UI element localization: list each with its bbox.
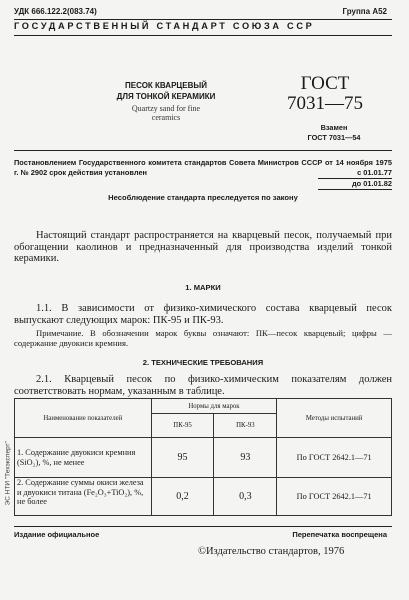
table-row xyxy=(15,478,392,516)
intro-paragraph: Настоящий стандарт распространяется на кварцевый песок, получаемый при обогащении каолинов и предназначенный для производства изделий тонкой керамики. xyxy=(14,230,392,264)
row1-name: 1. Содержание двуокиси кремния (SiO₂), %, не менее xyxy=(15,438,152,478)
validity-dates: с 01.01.77 до 01.01.82 xyxy=(318,168,392,190)
section2-heading: 2. ТЕХНИЧЕСКИЕ ТРЕБОВАНИЯ xyxy=(142,358,264,367)
group-code: Группа А52 xyxy=(342,7,387,16)
row1-pk95: 95 xyxy=(151,438,214,478)
banner-rule xyxy=(14,35,392,36)
col-name-header: Наименование показателей xyxy=(15,399,152,438)
row2-pk93: 0,3 xyxy=(214,478,277,516)
footer-rule xyxy=(14,526,392,527)
publisher: ©Издательство стандартов, 1976 xyxy=(198,546,345,557)
law-notice: Несоблюдение стандарта преследуется по закону xyxy=(108,193,298,202)
section1-paragraph: 1.1. В зависимости от физико-химического состава кварцевый песок выпускают следующих марок: ПК-95 и ПК-93. xyxy=(14,303,392,326)
reprint-prohibited: Перепечатка воспрещена xyxy=(292,530,387,539)
row1-method: По ГОСТ 2642.1—71 xyxy=(277,438,392,478)
title-ru: ПЕСОК КВАРЦЕВЫЙ ДЛЯ ТОНКОЙ КЕРАМИКИ xyxy=(116,81,216,101)
section2-paragraph: 2.1. Кварцевый песок по физико-химическим показателям должен соответствовать нормам, указанным в таблице. xyxy=(14,374,392,397)
requirements-table xyxy=(14,398,392,516)
col-pk93-header: ПК-93 xyxy=(214,414,277,438)
state-standard-banner: ГОСУДАРСТВЕННЫЙ СТАНДАРТ СОЮЗА ССР xyxy=(14,21,315,31)
section1-heading: 1. МАРКИ xyxy=(185,283,221,292)
table-row xyxy=(15,438,392,478)
section1-note: Примечание. В обозначении марок буквы означают: ПК—песок кварцевый; цифры — содержание двуокиси кремния. xyxy=(14,328,392,348)
gost-designation: ГОСТ 7031—75 xyxy=(287,73,363,114)
row2-name: 2. Содержание суммы окиси железа и двуокиси титана (Fe₂O₃+TiO₂), %, не более xyxy=(15,478,152,516)
official-edition: Издание официальное xyxy=(14,530,100,539)
top-rule xyxy=(14,19,392,20)
row2-pk95: 0,2 xyxy=(151,478,214,516)
row1-pk93: 93 xyxy=(214,438,277,478)
col-norms-header: Нормы для марок xyxy=(151,399,277,414)
replaces-block: Взамен ГОСТ 7031—54 xyxy=(307,123,361,142)
title-en: Quartzy sand for fine ceramics xyxy=(131,104,201,122)
side-note: ЭС НТИ "Техэксперт" xyxy=(4,441,12,506)
udk-code: УДК 666.122.2(083.74) xyxy=(14,7,97,16)
col-method-header: Методы испытаний xyxy=(277,399,392,438)
title-rule xyxy=(14,150,392,151)
col-pk95-header: ПК-95 xyxy=(151,414,214,438)
row2-method: По ГОСТ 2642.1—71 xyxy=(277,478,392,516)
decree-text: Постановлением Государственного комитета стандартов Совета Министров СССР от 14 ноября 1975 г. № 2902 срок действия установлен xyxy=(14,158,392,177)
